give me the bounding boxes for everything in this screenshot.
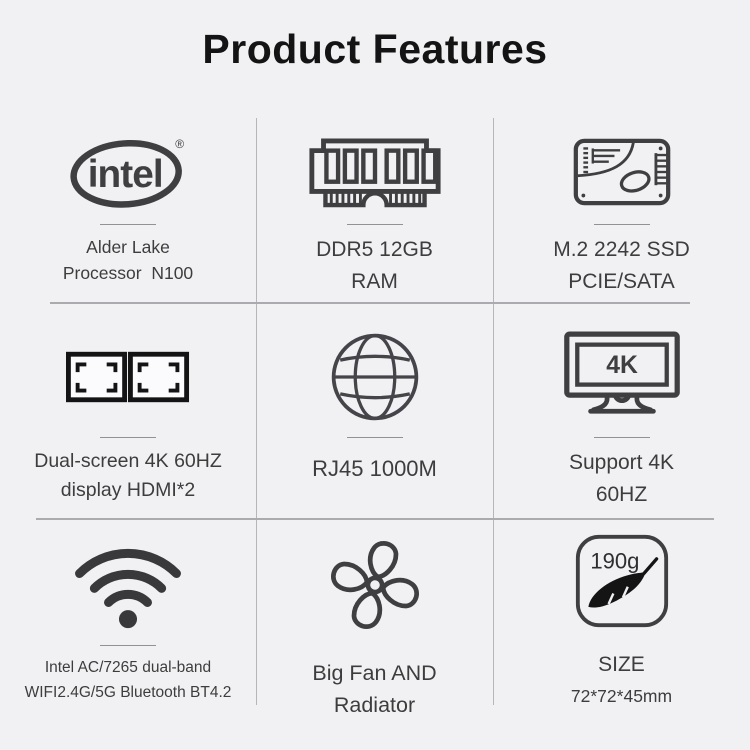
cpu-caption xyxy=(63,234,193,287)
caption-line: SIZE xyxy=(598,653,645,676)
feather-weight-icon xyxy=(574,533,670,629)
cooling-icon-area xyxy=(323,533,427,637)
feature-cell-ethernet xyxy=(256,303,493,519)
caption-line: Support 4K xyxy=(568,451,675,474)
wireless-icon-area xyxy=(71,533,185,634)
feature-cell-size xyxy=(493,519,750,706)
caption-line: RAM xyxy=(351,269,398,293)
ethernet-caption xyxy=(312,452,437,485)
caption-line: M.2 2242 SSD xyxy=(553,238,690,261)
caption-line: Big Fan AND xyxy=(312,661,437,685)
intel-logo-icon xyxy=(68,129,188,215)
size-icon-area xyxy=(574,533,670,629)
memory-caption xyxy=(316,234,433,297)
mini-divider xyxy=(347,224,403,225)
size-caption xyxy=(571,649,672,709)
feature-cell-cpu xyxy=(0,118,256,303)
caption-line: Radiator xyxy=(333,693,416,718)
display-icon-area xyxy=(66,325,190,429)
memory-icon-area xyxy=(307,120,443,224)
feature-cell-memory xyxy=(256,118,493,303)
monitor-4k-icon xyxy=(563,330,681,424)
registered-mark: ® xyxy=(175,137,185,151)
features-grid xyxy=(0,118,750,718)
display-caption xyxy=(34,447,222,506)
intel-logo-text: intel xyxy=(87,152,163,196)
wifi-icon xyxy=(71,537,185,629)
resolution-caption xyxy=(569,447,674,510)
ethernet-icon-area xyxy=(328,325,422,429)
globe-icon xyxy=(328,330,422,424)
resolution-icon-area xyxy=(563,325,681,429)
mini-divider xyxy=(100,645,156,646)
wireless-caption xyxy=(25,655,232,706)
feature-cell-resolution xyxy=(493,303,750,519)
mini-divider xyxy=(100,437,156,438)
mini-divider xyxy=(594,224,650,225)
caption-line: RJ45 1000M xyxy=(312,456,437,481)
caption-line: Dual-screen 4K 60HZ xyxy=(34,450,222,472)
mini-divider xyxy=(347,437,403,438)
caption-line: Intel AC/7265 dual-band xyxy=(44,658,212,676)
caption-line: 60HZ xyxy=(595,482,648,506)
weight-label: 190g xyxy=(589,548,639,574)
feature-cell-wireless xyxy=(0,519,256,706)
feature-cell-cooling xyxy=(256,519,493,718)
caption-line: 72*72*45mm xyxy=(570,685,673,706)
caption-line: PCIE/SATA xyxy=(568,269,675,293)
storage-caption xyxy=(553,234,690,297)
feature-cell-storage xyxy=(493,118,750,303)
cpu-icon-area xyxy=(68,120,188,224)
cooling-caption xyxy=(312,657,436,722)
storage-icon-area xyxy=(573,120,671,224)
ssd-drive-icon xyxy=(573,138,671,206)
caption-line: display HDMI*2 xyxy=(60,479,196,502)
monitor-4k-label: 4K xyxy=(605,352,638,380)
ram-module-icon xyxy=(307,133,443,211)
caption-line: WIFI2.4G/5G Bluetooth BT4.2 xyxy=(24,684,232,702)
caption-line: Alder Lake xyxy=(86,237,170,257)
mini-divider xyxy=(594,437,650,438)
caption-line: Processor N100 xyxy=(62,263,194,284)
page-title: Product Features xyxy=(202,26,548,72)
fan-icon xyxy=(323,533,427,637)
caption-line: DDR5 12GB xyxy=(316,238,433,261)
feature-cell-display xyxy=(0,303,256,519)
mini-divider xyxy=(100,224,156,225)
dual-screen-icon xyxy=(66,351,190,403)
